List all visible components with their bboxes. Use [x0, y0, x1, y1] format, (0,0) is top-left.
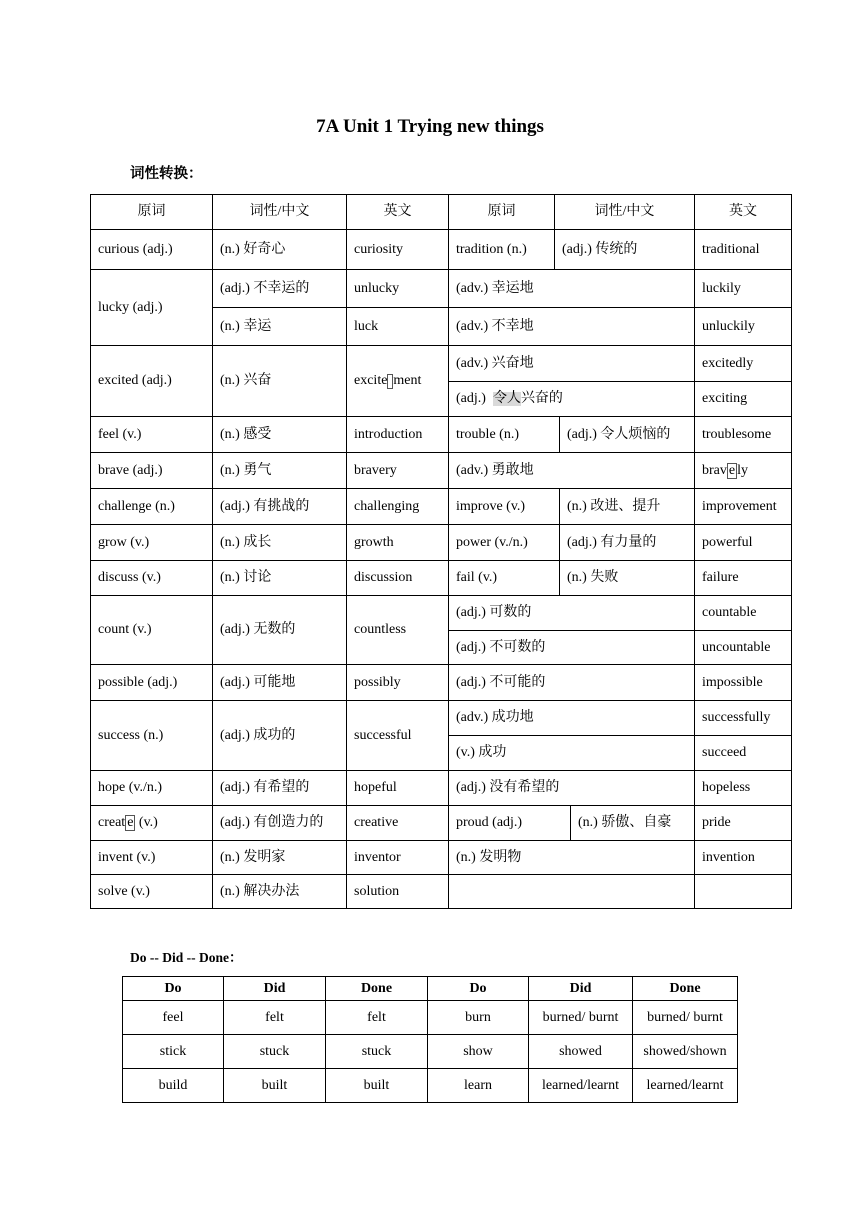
- table-header: 原词: [449, 194, 555, 230]
- table-cell: hopeless: [695, 771, 792, 806]
- table-cell: invent (v.): [90, 841, 213, 875]
- table-cell: (n.) 改进、提升: [560, 489, 695, 525]
- table-cell: felt: [326, 1001, 428, 1035]
- table-cell: uncountable: [695, 631, 792, 665]
- table-cell: (n.) 好奇心: [213, 230, 347, 270]
- table-header: 英文: [347, 194, 449, 230]
- table-cell: bravery: [347, 453, 449, 489]
- table-cell: (adj.) 可能地: [213, 665, 347, 701]
- table-cell: feel: [123, 1001, 224, 1035]
- table-cell: (n.) 解决办法: [213, 875, 347, 909]
- table-cell: (adv.) 勇敢地: [449, 453, 695, 489]
- table-cell: (adj.) 不可能的: [449, 665, 695, 701]
- table-cell: learned/learnt: [633, 1069, 738, 1103]
- table-cell: (n.) 感受: [213, 417, 347, 453]
- table-cell: showed: [529, 1035, 633, 1069]
- table-cell: [90, 806, 213, 841]
- table-cell: inventor: [347, 841, 449, 875]
- table-cell: tradition (n.): [449, 230, 555, 270]
- table-cell: challenging: [347, 489, 449, 525]
- cell-text: excite: [354, 373, 388, 388]
- table-cell: burn: [428, 1001, 529, 1035]
- table-cell: hopeful: [347, 771, 449, 806]
- table-cell: unluckily: [695, 308, 792, 346]
- cell-text: (v.): [135, 815, 158, 830]
- page-title: 7A Unit 1 Trying new things: [316, 116, 544, 137]
- table-cell: (n.) 发明家: [213, 841, 347, 875]
- table-cell: traditional: [695, 230, 792, 270]
- table-cell: luck: [347, 308, 449, 346]
- table-header: Done: [633, 977, 738, 1001]
- table-cell: success (n.): [90, 701, 213, 771]
- table-cell: [347, 346, 449, 417]
- table-cell: powerful: [695, 525, 792, 561]
- table-cell: (adj.) 有挑战的: [213, 489, 347, 525]
- table-cell: count (v.): [90, 596, 213, 665]
- verb-forms-table: [122, 976, 738, 1103]
- table-cell: build: [123, 1069, 224, 1103]
- highlighted-text: 令人: [492, 391, 521, 406]
- table-cell: unlucky: [347, 270, 449, 308]
- table-cell: successful: [347, 701, 449, 771]
- table-cell: [695, 453, 792, 489]
- table-cell: (n.) 兴奋: [213, 346, 347, 417]
- table-cell: curiosity: [347, 230, 449, 270]
- table-cell: trouble (n.): [449, 417, 560, 453]
- table-cell: curious (adj.): [90, 230, 213, 270]
- table-cell: (n.) 骄傲、自豪: [571, 806, 695, 841]
- table-cell: growth: [347, 525, 449, 561]
- table-header: Done: [326, 977, 428, 1001]
- table-header: 词性/中文: [213, 194, 347, 230]
- table-cell: built: [224, 1069, 326, 1103]
- table-cell: solve (v.): [90, 875, 213, 909]
- table-cell: (adj.) 有力量的: [560, 525, 695, 561]
- table-cell: improve (v.): [449, 489, 560, 525]
- table-cell: hope (v./n.): [90, 771, 213, 806]
- table-cell: show: [428, 1035, 529, 1069]
- table-cell: (adj.) 令人烦恼的: [560, 417, 695, 453]
- table-header: 英文: [695, 194, 792, 230]
- cell-text: brav: [702, 462, 727, 478]
- table-cell: grow (v.): [90, 525, 213, 561]
- table-cell: discuss (v.): [90, 561, 213, 596]
- table-cell: challenge (n.): [90, 489, 213, 525]
- table-cell: built: [326, 1069, 428, 1103]
- table-cell: feel (v.): [90, 417, 213, 453]
- table-cell: burned/ burnt: [633, 1001, 738, 1035]
- cell-text: ment: [393, 373, 422, 388]
- table-cell: (adj.) 成功的: [213, 701, 347, 771]
- table-cell: (adj.) 有创造力的: [213, 806, 347, 841]
- cell-text: creat: [98, 815, 126, 830]
- table-cell: [449, 382, 695, 417]
- table-cell: (adv.) 兴奋地: [449, 346, 695, 382]
- table-cell: (n.) 勇气: [213, 453, 347, 489]
- table-cell: (n.) 发明物: [449, 841, 695, 875]
- text-cursor: e: [127, 815, 134, 830]
- table-cell: (n.) 失败: [560, 561, 695, 596]
- table-cell: succeed: [695, 736, 792, 771]
- text-cursor: e: [728, 462, 736, 478]
- cell-text: (adj.): [456, 391, 493, 406]
- table-cell: luckily: [695, 270, 792, 308]
- table-cell: countable: [695, 596, 792, 631]
- table-header: 词性/中文: [555, 194, 695, 230]
- table-cell: power (v./n.): [449, 525, 560, 561]
- word-forms-table: [90, 194, 792, 909]
- table-cell: possible (adj.): [90, 665, 213, 701]
- table-cell: lucky (adj.): [90, 270, 213, 346]
- table-cell: failure: [695, 561, 792, 596]
- table-cell: stick: [123, 1035, 224, 1069]
- cell-text: ly: [737, 462, 748, 478]
- table-cell: (n.) 成长: [213, 525, 347, 561]
- table-cell: impossible: [695, 665, 792, 701]
- table-row: [123, 1001, 738, 1035]
- table-header: Do: [123, 977, 224, 1001]
- section-heading-word-forms: 词性转换：: [130, 166, 203, 182]
- table-cell-empty: [449, 875, 695, 909]
- table-cell: learned/learnt: [529, 1069, 633, 1103]
- table-cell: possibly: [347, 665, 449, 701]
- table-cell: (adj.) 有希望的: [213, 771, 347, 806]
- table-header: Do: [428, 977, 529, 1001]
- table-cell: learn: [428, 1069, 529, 1103]
- table-cell: invention: [695, 841, 792, 875]
- table-cell: fail (v.): [449, 561, 560, 596]
- table-row: [123, 1035, 738, 1069]
- table-header: Did: [224, 977, 326, 1001]
- table-cell: discussion: [347, 561, 449, 596]
- table-cell: felt: [224, 1001, 326, 1035]
- table-cell: countless: [347, 596, 449, 665]
- table-cell: creative: [347, 806, 449, 841]
- table-cell: (adj.) 无数的: [213, 596, 347, 665]
- table-cell: troublesome: [695, 417, 792, 453]
- table-cell: (adj.) 不可数的: [449, 631, 695, 665]
- table-cell: showed/shown: [633, 1035, 738, 1069]
- table-cell: introduction: [347, 417, 449, 453]
- table-row: [123, 1069, 738, 1103]
- table-cell: successfully: [695, 701, 792, 736]
- table-header: Did: [529, 977, 633, 1001]
- table-cell-empty: [695, 875, 792, 909]
- section-heading-verb-forms: Do -- Did -- Done：: [130, 950, 243, 965]
- table-cell: improvement: [695, 489, 792, 525]
- cell-text: 兴奋的: [520, 391, 563, 406]
- table-cell: (adj.) 可数的: [449, 596, 695, 631]
- table-cell: proud (adj.): [449, 806, 571, 841]
- table-cell: pride: [695, 806, 792, 841]
- table-cell: burned/ burnt: [529, 1001, 633, 1035]
- table-cell: (n.) 幸运: [213, 308, 347, 346]
- table-cell: exciting: [695, 382, 792, 417]
- table-cell: (adj.) 不幸运的: [213, 270, 347, 308]
- table-cell: (n.) 讨论: [213, 561, 347, 596]
- table-cell: excitedly: [695, 346, 792, 382]
- table-cell: (adj.) 传统的: [555, 230, 695, 270]
- table-cell: excited (adj.): [90, 346, 213, 417]
- table-cell: brave (adj.): [90, 453, 213, 489]
- table-cell: (adv.) 幸运地: [449, 270, 695, 308]
- table-cell: (adj.) 没有希望的: [449, 771, 695, 806]
- table-cell: solution: [347, 875, 449, 909]
- table-cell: stuck: [224, 1035, 326, 1069]
- table-header-row: [123, 977, 738, 1001]
- table-cell: (adv.) 不幸地: [449, 308, 695, 346]
- table-header: 原词: [90, 194, 213, 230]
- table-cell: (v.) 成功: [449, 736, 695, 771]
- table-cell: stuck: [326, 1035, 428, 1069]
- table-cell: (adv.) 成功地: [449, 701, 695, 736]
